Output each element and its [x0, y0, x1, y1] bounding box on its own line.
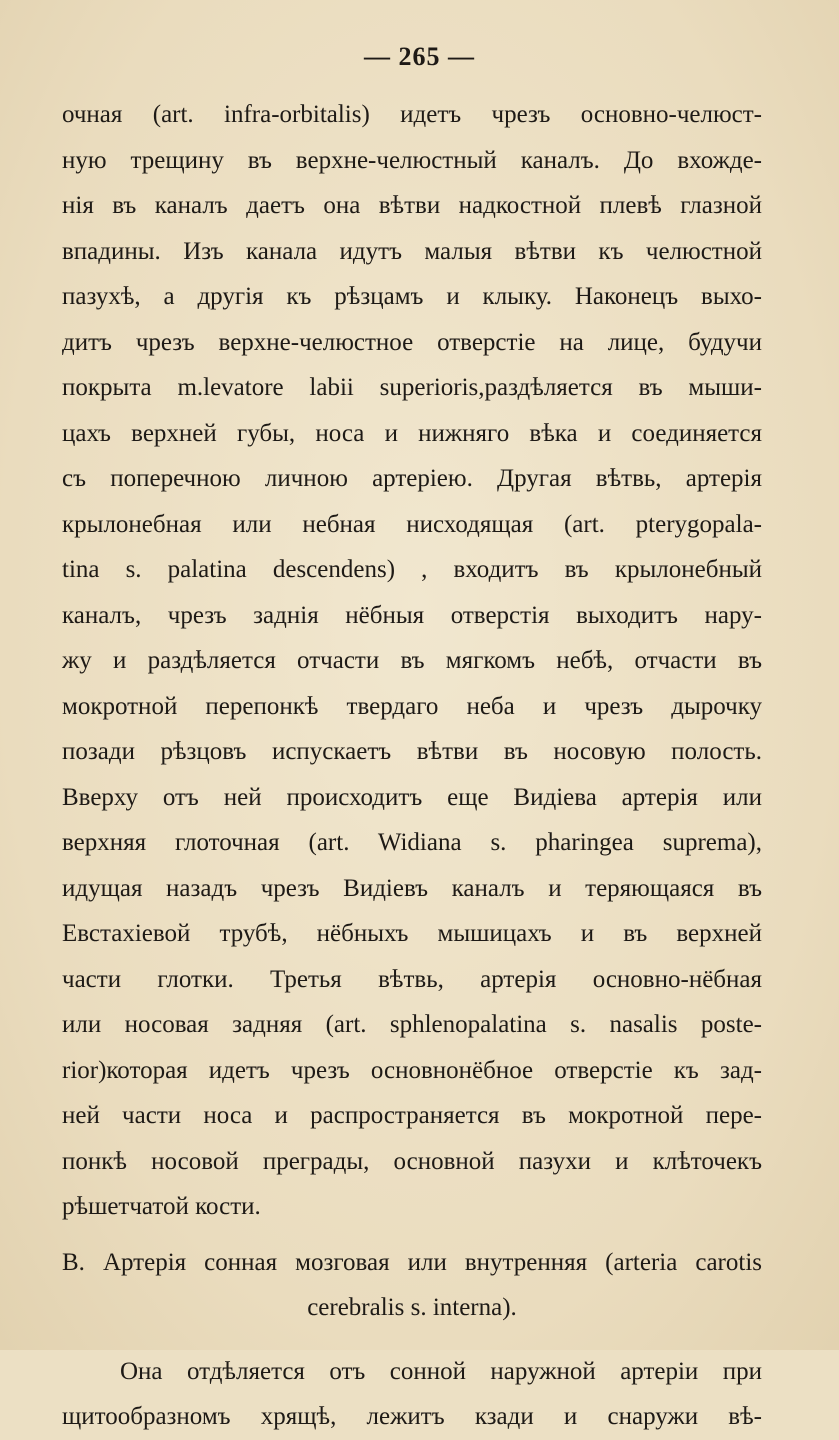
text-line: ную трещину въ верхне-челюстный каналъ. До вхожде-	[62, 146, 762, 174]
text-line: Она отдѣляется отъ сонной наружной артеріи при	[120, 1357, 762, 1385]
text-line: крылонебная или небная нисходящая (art. pterygopala-	[62, 510, 762, 538]
text-line: верхняя глоточная (art. Widiana s. pharingea suprema),	[62, 829, 762, 856]
text-line: щитообразномъ хрящѣ, лежитъ кзади и снаружи вѣ-	[62, 1403, 762, 1430]
text-line: ней части носа и распространяется въ мокротной пере-	[62, 1102, 762, 1129]
text-line: дитъ чрезъ верхне-челюстное отверстіе на лице, будучи	[62, 328, 762, 356]
text-line: или носовая задняя (art. sphlenopalatina s. nasalis poste-	[62, 1011, 762, 1038]
body-text	[62, 92, 762, 1440]
text-line: впадины. Изъ канала идутъ малыя вѣтви къ челюстной	[62, 237, 762, 265]
text-line: цахъ верхней губы, носа и нижняго вѣка и соединяется	[62, 419, 762, 447]
text-line: rior)которая идетъ чрезъ основнонёбное отверстіе къ зад-	[62, 1056, 762, 1084]
text-line: мокротной перепонкѣ твердаго неба и чрезъ дырочку	[62, 692, 762, 720]
page-number: — 265 —	[364, 42, 475, 71]
text-line: съ поперечною личною артеріею. Другая вѣтвь, артерія	[62, 465, 762, 492]
text-line: Вверху отъ ней происходитъ еще Видіева артерія или	[62, 783, 762, 811]
text-line: части глотки. Третья вѣтвь, артерія основно-нёбная	[62, 965, 762, 993]
text-line: позади рѣзцовъ испускаетъ вѣтви въ носовую полость.	[62, 738, 762, 765]
text-line: tina s. palatina descendens) , входитъ въ крылонебный	[62, 556, 762, 583]
text-line: понкѣ носовой преграды, основной пазухи и клѣточекъ	[62, 1147, 762, 1175]
text-line: пазухѣ, а другія къ рѣзцамъ и клыку. Наконецъ выхо-	[62, 283, 762, 310]
text-line: идущая назадъ чрезъ Видіевъ каналъ и теряющаяся въ	[62, 874, 762, 902]
text-line: каналъ, чрезъ заднія нёбныя отверстія выходитъ нару-	[62, 601, 762, 629]
text-line: покрыта m.levatore labii superioris,раздѣляется въ мыши-	[62, 374, 762, 401]
text-line: Евстахіевой трубѣ, нёбныхъ мышицахъ и въ верхней	[62, 920, 762, 947]
section-heading-cont: cerebralis s. interna).	[307, 1294, 517, 1321]
text-line: очная (art. infra-orbitalis) идетъ чрезъ основно-челюст-	[62, 101, 762, 128]
text-line: нія въ каналъ даетъ она вѣтви надкостной плевѣ глазной	[62, 192, 762, 219]
text-line: рѣшетчатой кости.	[62, 1193, 261, 1220]
section-heading: В. Артерія сонная мозговая или внутренняя (arteria carotis	[62, 1248, 762, 1276]
text-line: жу и раздѣляется отчасти въ мягкомъ небѣ, отчасти въ	[62, 647, 762, 674]
